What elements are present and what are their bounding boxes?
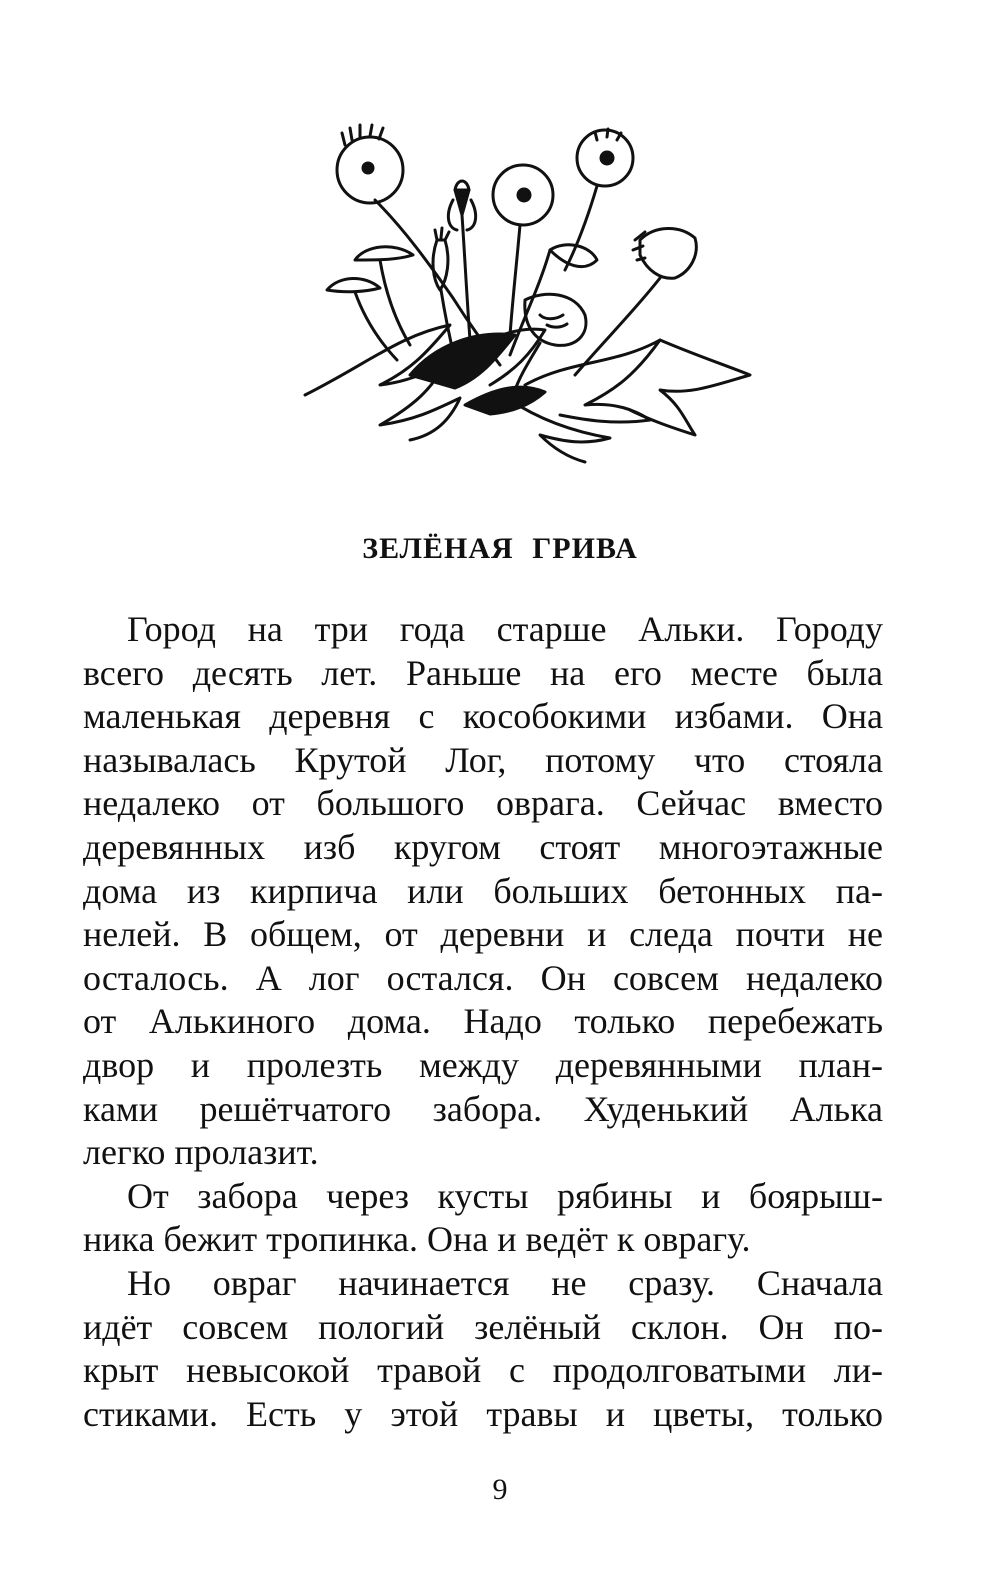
text-line: недалеко от большого оврага. Сейчас вместо [83,783,883,824]
text-line: двор и пролезть между деревянными план- [83,1044,883,1085]
text-line: всего десять лет. Раньше на его месте была [83,652,883,693]
text-line: крыт невысокой травой с продолговатыми ли- [83,1350,883,1391]
body-text [83,608,883,1436]
text-line: деревянных изб кругом стоят многоэтажные [83,826,883,867]
text-line: стиками. Есть у этой травы и цветы, только [83,1393,883,1434]
text-line: Но овраг начинается не сразу. Сначала [127,1262,883,1303]
page-number: 9 [492,1473,508,1506]
text-line: от Алькиного дома. Надо только перебежать [83,1001,883,1042]
text-line: легко пролазит. [83,1132,319,1173]
text-line: Город на три года старше Альки. Городу [127,609,883,649]
text-line: маленькая деревня с кособокими избами. Она [83,696,883,737]
text-line: ками решётчатого забора. Худенький Алька [83,1088,883,1129]
dandelion-icon [285,120,755,465]
text-line: От забора через кусты рябины и боярыш- [127,1175,883,1216]
text-line: ника бежит тропинка. Она и ведёт к оврагу. [83,1219,751,1260]
text-line: нелей. В общем, от деревни и следа почти не [83,914,883,955]
dandelion-illustration [285,120,755,465]
text-line: дома из кирпича или больших бетонных па- [83,870,883,911]
chapter-title: ЗЕЛЁНАЯ ГРИВА [362,532,638,565]
text-line: осталось. А лог остался. Он совсем недалеко [83,957,883,998]
text-line: идёт совсем пологий зелёный склон. Он по- [83,1306,883,1347]
text-line: называлась Крутой Лог, потому что стояла [83,739,883,780]
